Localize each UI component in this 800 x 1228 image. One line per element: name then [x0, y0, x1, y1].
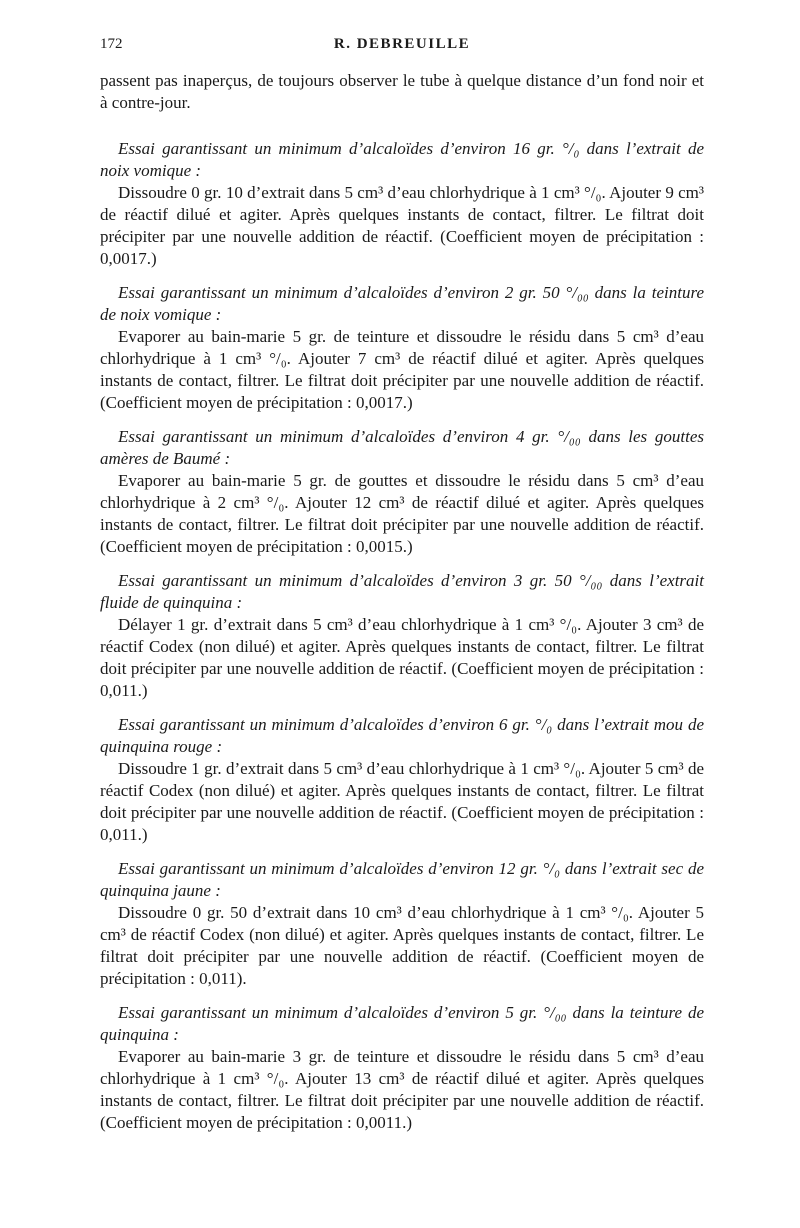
page-number: 172 [100, 36, 123, 52]
assay-section [100, 858, 704, 990]
assay-procedure: Délayer 1 gr. d’extrait dans 5 cm³ d’eau chlorhydrique à 1 cm³ °/₀. Ajouter 3 cm³ de réactif Codex (non dilué) et agiter. Après quelques instants de contact, filtrer. Le filtrat doit précipiter par une nouvelle addition de réactif. (Coefficient moyen de précipitation : 0,011.) [100, 615, 704, 700]
page-header [100, 36, 704, 58]
assay-section [100, 282, 704, 414]
assay-heading: Essai garantissant un minimum d’alcaloïdes d’environ 2 gr. 50 °/₀₀ dans la teinture de noix vomique : [100, 283, 704, 324]
assay-procedure: Evaporer au bain-marie 5 gr. de teinture et dissoudre le résidu dans 5 cm³ d’eau chlorhydrique à 1 cm³ °/₀. Ajouter 7 cm³ de réactif dilué et agiter. Après quelques instants de contact, filtrer. Le filtrat doit précipiter par une nouvelle addition de réactif. (Coefficient moyen de précipitation : 0,0017.) [100, 327, 704, 412]
intro-paragraph: passent pas inaperçus, de toujours observer le tube à quelque distance d’un fond noir et à contre-jour. [100, 71, 704, 112]
assay-heading: Essai garantissant un minimum d’alcaloïdes d’environ 3 gr. 50 °/₀₀ dans l’extrait fluide de quinquina : [100, 571, 704, 612]
assay-procedure: Evaporer au bain-marie 5 gr. de gouttes et dissoudre le résidu dans 5 cm³ d’eau chlorhydrique à 2 cm³ °/₀. Ajouter 12 cm³ de réactif dilué et agiter. Après quelques instants de contact, filtrer. Le filtrat doit précipiter par une nouvelle addition de réactif. (Coefficient moyen de précipitation : 0,0015.) [100, 471, 704, 556]
assay-section [100, 138, 704, 270]
assay-procedure: Evaporer au bain-marie 3 gr. de teinture et dissoudre le résidu dans 5 cm³ d’eau chlorhydrique à 1 cm³ °/₀. Ajouter 13 cm³ de réactif dilué et agiter. Après quelques instants de contact, filtrer. Le filtrat doit précipiter par une nouvelle addition de réactif. (Coefficient moyen de précipitation : 0,0011.) [100, 1047, 704, 1132]
assay-procedure: Dissoudre 0 gr. 50 d’extrait dans 10 cm³ d’eau chlorhydrique à 1 cm³ °/₀. Ajouter 5 cm³ de réactif Codex (non dilué) et agiter. Après quelques instants de contact, filtrer. Le filtrat doit précipiter par une nouvelle addition de réactif. (Coefficient moyen de précipitation : 0,011). [100, 903, 704, 988]
assay-heading: Essai garantissant un minimum d’alcaloïdes d’environ 12 gr. °/₀ dans l’extrait sec de quinquina jaune : [100, 859, 704, 900]
assay-heading: Essai garantissant un minimum d’alcaloïdes d’environ 6 gr. °/₀ dans l’extrait mou de quinquina rouge : [100, 715, 704, 756]
body-text [100, 70, 704, 1146]
assay-heading: Essai garantissant un minimum d’alcaloïdes d’environ 16 gr. °/₀ dans l’extrait de noix vomique : [100, 139, 704, 180]
assay-procedure: Dissoudre 1 gr. d’extrait dans 5 cm³ d’eau chlorhydrique à 1 cm³ °/₀. Ajouter 5 cm³ de réactif Codex (non dilué) et agiter. Après quelques instants de contact, filtrer. Le filtrat doit précipiter par une nouvelle addition de réactif. (Coefficient moyen de précipitation : 0,011.) [100, 759, 704, 844]
assay-section [100, 1002, 704, 1134]
assay-heading: Essai garantissant un minimum d’alcaloïdes d’environ 4 gr. °/₀₀ dans les gouttes amères de Baumé : [100, 427, 704, 468]
assay-heading: Essai garantissant un minimum d’alcaloïdes d’environ 5 gr. °/₀₀ dans la teinture de quinquina : [100, 1003, 704, 1044]
assay-procedure: Dissoudre 0 gr. 10 d’extrait dans 5 cm³ d’eau chlorhydrique à 1 cm³ °/₀. Ajouter 9 cm³ de réactif dilué et agiter. Après quelques instants de contact, filtrer. Le filtrat doit précipiter par une nouvelle addition de réactif. (Coefficient moyen de précipitation : 0,0017.) [100, 183, 704, 268]
running-head: R. DEBREUILLE [333, 36, 471, 52]
assay-section [100, 426, 704, 558]
assay-section [100, 570, 704, 702]
assay-section [100, 714, 704, 846]
